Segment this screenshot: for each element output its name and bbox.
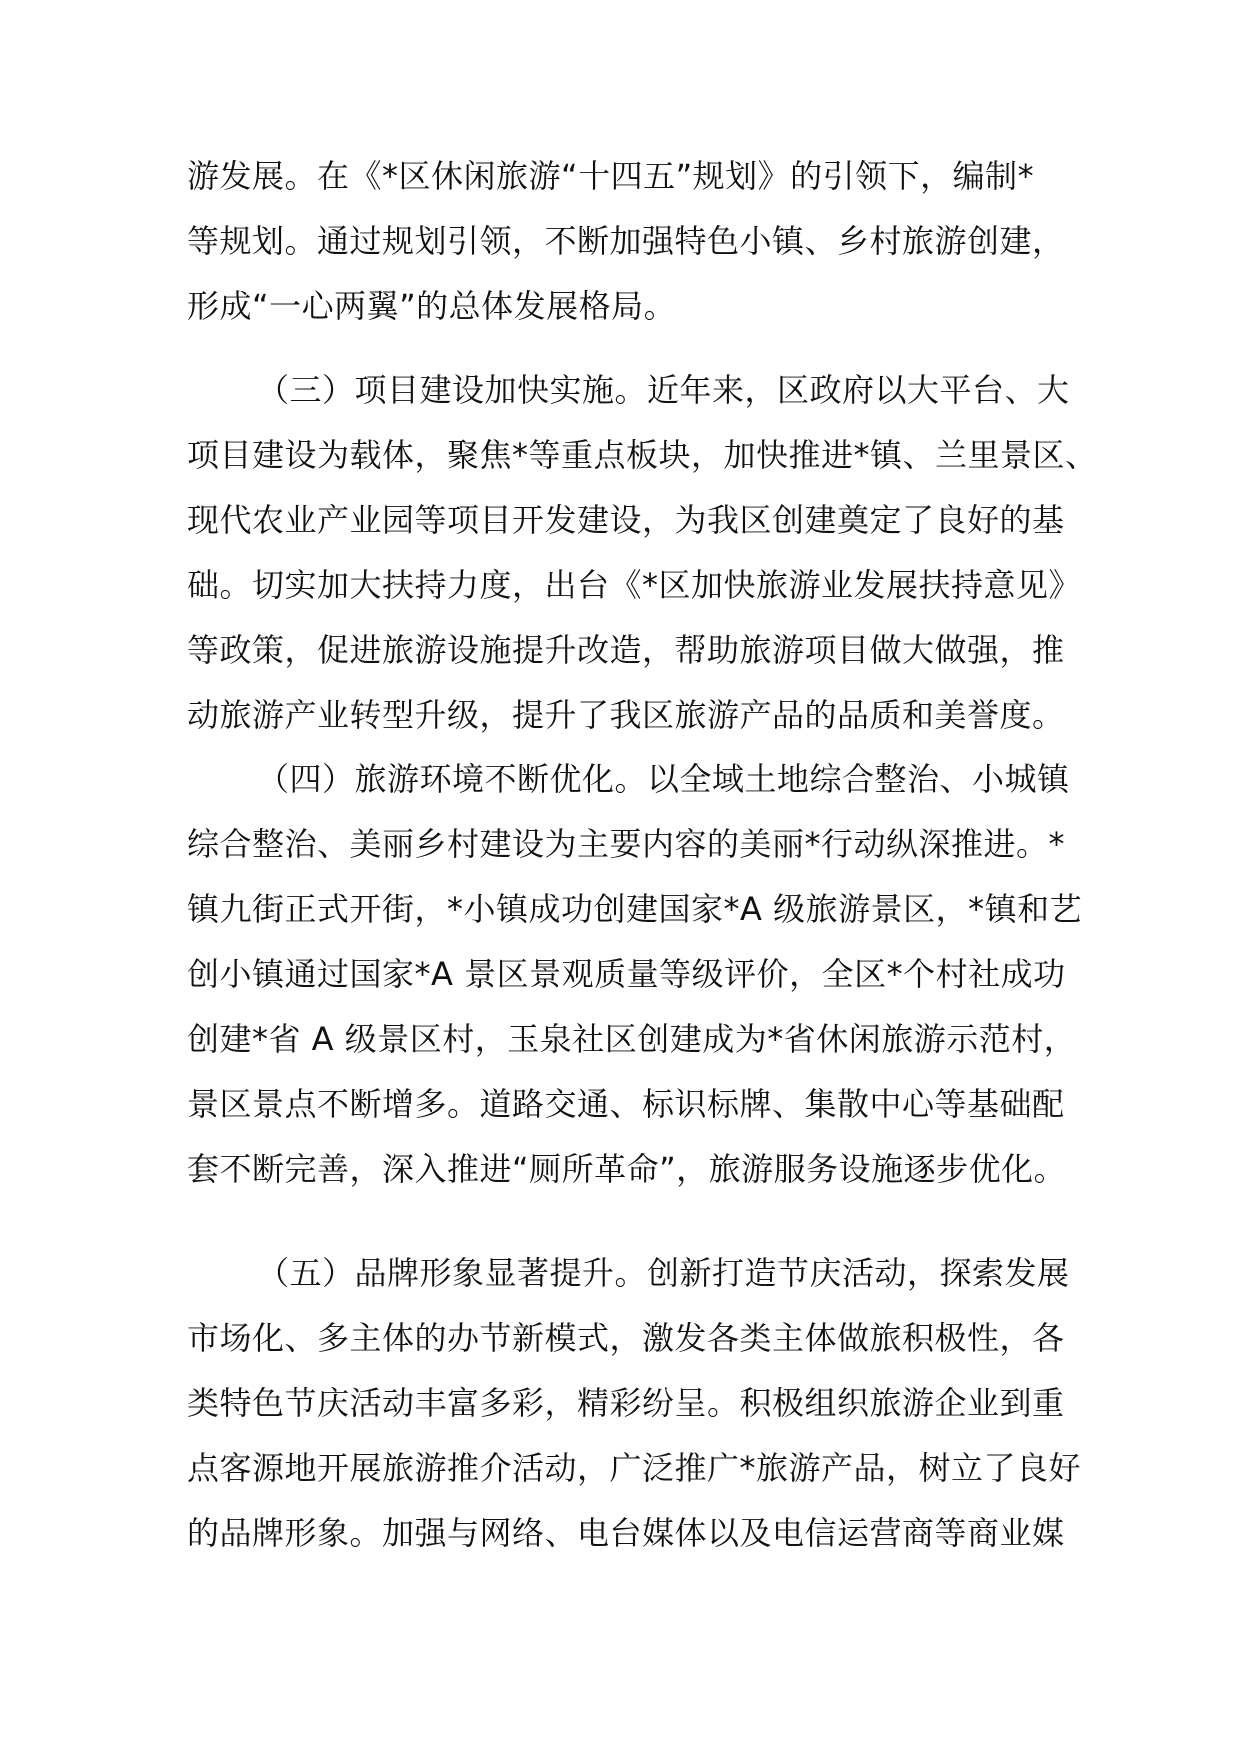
paragraph-line: 动旅游产业转型升级，提升了我区旅游产品的品质和美誉度。 <box>187 696 1065 734</box>
paragraph-line: 的品牌形象。加强与网络、电台媒体以及电信运营商等商业媒 <box>187 1514 1065 1552</box>
paragraph-line: 类特色节庆活动丰富多彩，精彩纷呈。积极组织旅游企业到重 <box>187 1384 1065 1422</box>
paragraph-line: 市场化、多主体的办节新模式，激发各类主体做旅积极性，各 <box>187 1319 1065 1357</box>
paragraph-line: 综合整治、美丽乡村建设为主要内容的美丽*行动纵深推进。* <box>187 825 1066 863</box>
paragraph-line: 套不断完善，深入推进“厕所革命”，旅游服务设施逐步优化。 <box>187 1150 1067 1188</box>
paragraph-line: 础。切实加大扶持力度，出台《*区加快旅游业发展扶持意见》 <box>187 566 1082 604</box>
paragraph-line: 形成“一心两翼”的总体发展格局。 <box>187 287 677 325</box>
paragraph-line: 等政策，促进旅游设施提升改造，帮助旅游项目做大做强，推 <box>187 631 1065 669</box>
paragraph-line: 点客源地开展旅游推介活动，广泛推广*旅游产品，树立了良好 <box>187 1449 1082 1487</box>
paragraph-line: 景区景点不断增多。道路交通、标识标牌、集散中心等基础配 <box>187 1085 1065 1123</box>
paragraph-line: 镇九街正式开街，*小镇成功创建国家*A 级旅游景区，*镇和艺 <box>187 890 1083 928</box>
paragraph-line: （五）品牌形象显著提升。创新打造节庆活动，探索发展 <box>257 1254 1070 1292</box>
paragraph-line: （三）项目建设加快实施。近年来，区政府以大平台、大 <box>257 371 1070 409</box>
paragraph-line: 游发展。在《*区休闲旅游“十四五”规划》的引领下，编制* <box>187 157 1035 195</box>
paragraph-line: 创小镇通过国家*A 景区景观质量等级评价，全区*个村社成功 <box>187 955 1066 993</box>
paragraph-line: 项目建设为载体，聚焦*等重点板块，加快推进*镇、兰里景区、 <box>187 436 1098 474</box>
paragraph-tourism-environment <box>187 747 1083 1202</box>
paragraph-line: 等规划。通过规划引领，不断加强特色小镇、乡村旅游创建， <box>187 222 1065 260</box>
paragraph-project-construction <box>187 358 1098 748</box>
paragraph-line: 现代农业产业园等项目开发建设，为我区创建奠定了良好的基 <box>187 501 1065 539</box>
paragraph-line: 创建*省 A 级景区村，玉泉社区创建成为*省休闲旅游示范村， <box>187 1020 1077 1058</box>
paragraph-brand-image <box>187 1241 1082 1566</box>
paragraph-continuation <box>187 144 1067 339</box>
paragraph-line: （四）旅游环境不断优化。以全域土地综合整治、小城镇 <box>257 760 1070 798</box>
